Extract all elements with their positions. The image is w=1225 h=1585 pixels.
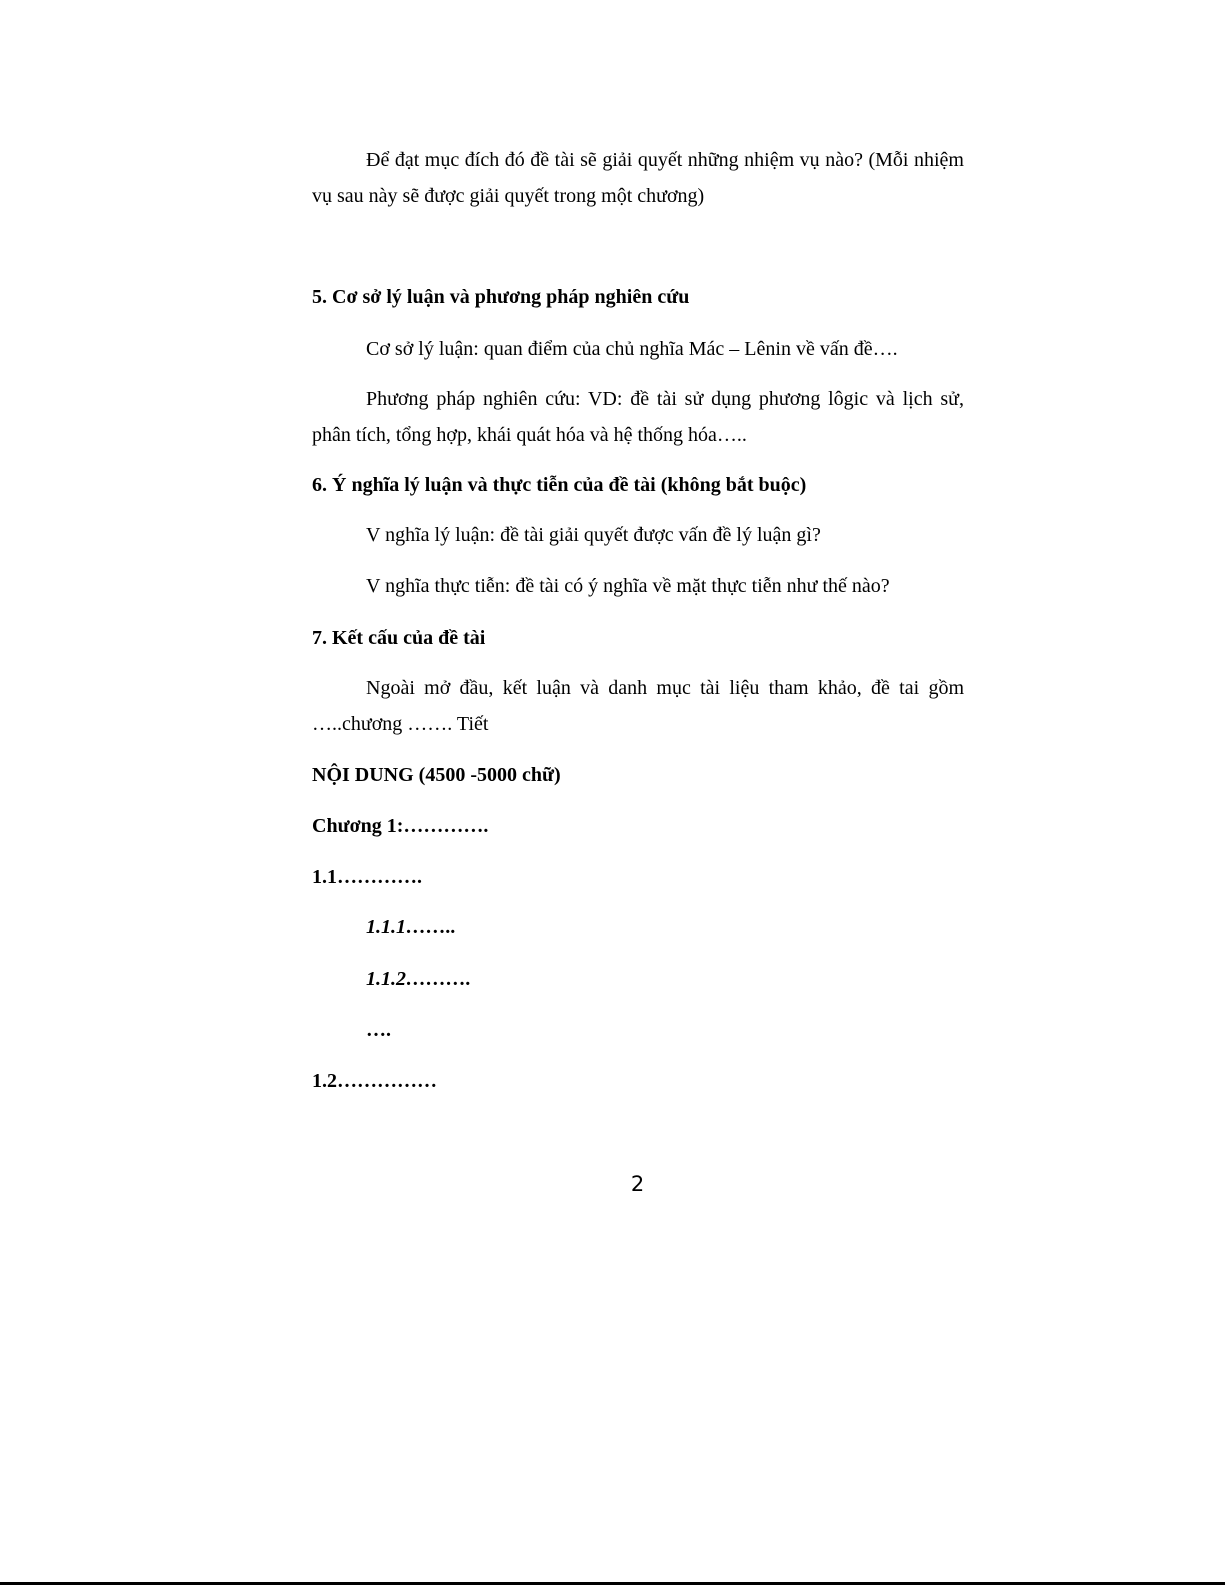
heading-1-2: 1.2…………… <box>312 1070 437 1092</box>
heading-chapter-1: Chương 1:…………. <box>312 815 489 837</box>
paragraph-theoretical-basis: Cơ sở lý luận: quan điểm của chủ nghĩa Mác – Lênin về vấn đề…. <box>366 338 898 360</box>
heading-ellipsis: …. <box>366 1019 391 1041</box>
paragraph-research-method: Phương pháp nghiên cứu: VD: đề tài sử dụng phương lôgic và lịch sử, phân tích, tổng hợp, khái quát hóa và hệ thống hóa….. <box>312 388 964 446</box>
heading-1-1-2: 1.1.2………. <box>366 968 471 990</box>
page-number: 2 <box>630 1172 645 1196</box>
paragraph-tasks: Để đạt mục đích đó đề tài sẽ giải quyết những nhiệm vụ nào? (Mỗi nhiệm vụ sau này sẽ được giải quyết trong một chương) <box>312 149 964 207</box>
heading-section-7: 7. Kết cấu của đề tài <box>312 627 486 649</box>
heading-section-6: 6. Ý nghĩa lý luận và thực tiễn của đề tài (không bắt buộc) <box>312 474 807 496</box>
paragraph-theoretical-significance: V nghĩa lý luận: đề tài giải quyết được vấn đề lý luận gì? <box>366 524 821 546</box>
heading-1-1-1: 1.1.1…….. <box>366 916 456 938</box>
heading-section-5: 5. Cơ sở lý luận và phương pháp nghiên cứu <box>312 286 690 308</box>
heading-content: NỘI DUNG (4500 -5000 chữ) <box>312 764 561 786</box>
paragraph-practical-significance: V nghĩa thực tiễn: đề tài có ý nghĩa về mặt thực tiễn như thế nào? <box>366 575 890 597</box>
paragraph-structure: Ngoài mở đầu, kết luận và danh mục tài liệu tham khảo, đề tai gồm …..chương ……. Tiết <box>312 677 964 735</box>
heading-1-1: 1.1…………. <box>312 866 422 888</box>
